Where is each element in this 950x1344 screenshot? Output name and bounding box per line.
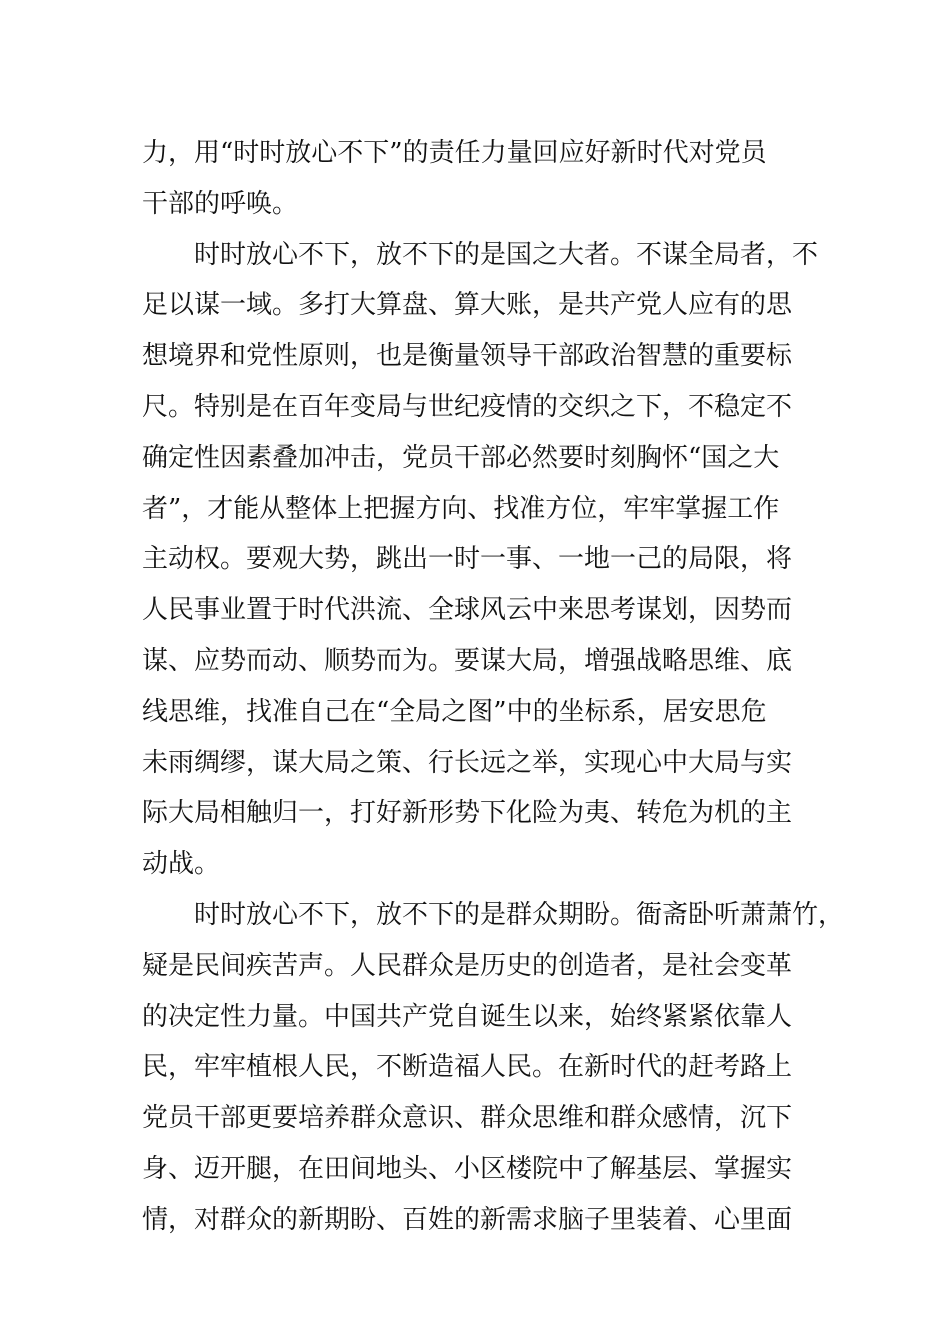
- document-body: [142, 128, 845, 1246]
- text-line: 谋、应势而动、顺势而为。要谋大局，增强战略思维、底: [142, 645, 793, 676]
- text-line: 力，用“时时放心不下”的责任力量回应好新时代对党员: [142, 138, 767, 168]
- text-line: 疑是民间疾苦声。人民群众是历史的创造者，是社会变革: [142, 950, 793, 981]
- text-line: 时时放心不下，放不下的是群众期盼。衙斋卧听萧萧竹，: [142, 899, 845, 930]
- text-line: 动战。: [142, 849, 221, 880]
- text-line: 未雨绸缪，谋大局之策、行长远之举，实现心中大局与实: [142, 747, 793, 778]
- text-line: 主动权。要观大势，跳出一时一事、一地一己的局限，将: [142, 544, 793, 575]
- text-line: 的决定性力量。中国共产党自诞生以来，始终紧紧依靠人: [142, 1001, 793, 1032]
- text-line: 确定性因素叠加冲击，党员干部必然要时刻胸怀“国之大: [142, 442, 780, 473]
- text-line: 党员干部更要培养群众意识、群众思维和群众感情，沉下: [142, 1103, 793, 1134]
- text-line: 者”，才能从整体上把握方向、找准方位，牢牢掌握工作: [142, 493, 780, 524]
- text-line: 际大局相触归一，打好新形势下化险为夷、转危为机的主: [142, 798, 793, 829]
- paragraph-3: [142, 890, 845, 1246]
- text-line: 时时放心不下，放不下的是国之大者。不谋全局者，不: [142, 239, 819, 270]
- paragraph-2: [142, 230, 819, 890]
- text-line: 线思维，找准自己在“全局之图”中的坐标系，居安思危: [142, 696, 767, 727]
- text-line: 民，牢牢植根人民，不断造福人民。在新时代的赶考路上: [142, 1052, 793, 1083]
- text-line: 人民事业置于时代洪流、全球风云中来思考谋划，因势而: [142, 595, 793, 626]
- text-line: 情，对群众的新期盼、百姓的新需求脑子里装着、心里面: [142, 1204, 793, 1235]
- paragraph-1: [142, 128, 814, 230]
- text-line: 足以谋一域。多打大算盘、算大账，是共产党人应有的思: [142, 290, 793, 321]
- text-line: 干部的呼唤。: [142, 188, 299, 219]
- text-line: 身、迈开腿，在田间地头、小区楼院中了解基层、掌握实: [142, 1153, 793, 1184]
- text-line: 尺。特别是在百年变局与世纪疫情的交织之下，不稳定不: [142, 391, 793, 422]
- text-line: 想境界和党性原则，也是衡量领导干部政治智慧的重要标: [142, 341, 793, 372]
